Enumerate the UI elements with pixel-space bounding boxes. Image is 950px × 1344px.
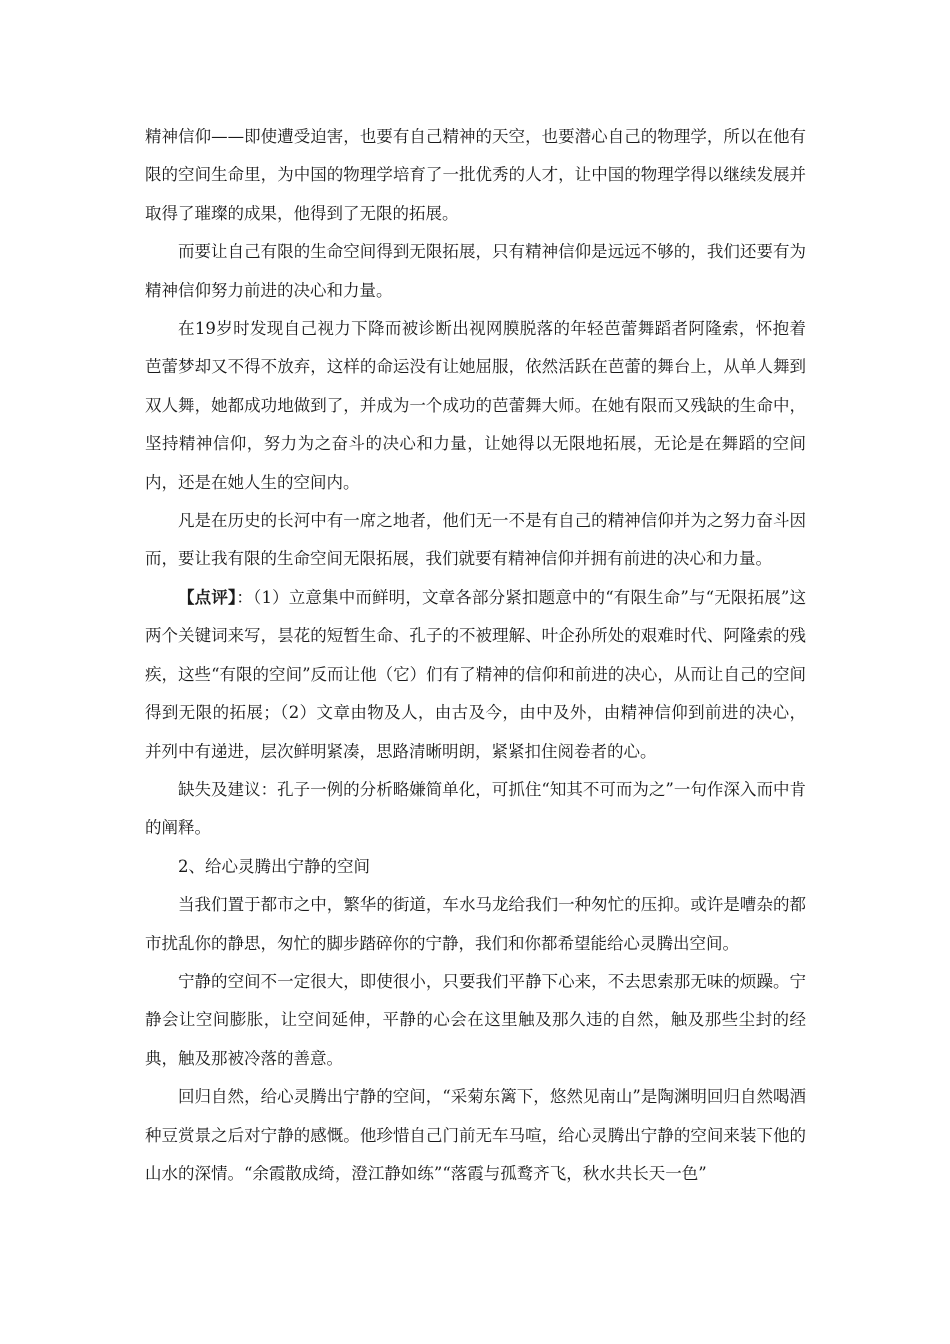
paragraph-nature: 回归自然，给心灵腾出宁静的空间，“采菊东篱下，悠然见南山”是陶渊明回归自然喝酒种豆赏景之后对宁静的感慨。他珍惜自己门前无车马喧，给心灵腾出宁静的空间来装下他的山水的深情。“余霞散成绮，澄江静如练”“落霞与孤鹜齐飞，秋水共长天一色” (145, 1087, 806, 1183)
paragraph-quiet-space: 宁静的空间不一定很大，即使很小，只要我们平静下心来，不去思索那无味的烦躁。宁静会让空间膨胀，让空间延伸，平静的心会在这里触及那久违的自然，触及那些尘封的经典，触及那被冷落的善意。 (145, 971, 806, 1068)
essay-title: 2、给心灵腾出宁静的空间 (178, 856, 370, 876)
paragraph-city: 当我们置于都市之中，繁华的街道，车水马龙给我们一种匆忙的压抑。或许是嘈杂的都市扰乱你的静思，匆忙的脚步踏碎你的宁静，我们和你都希望能给心灵腾出空间。 (145, 895, 806, 953)
document-body (145, 118, 806, 1193)
paragraph-continuation: 精神信仰——即使遭受迫害，也要有自己精神的天空，也要潜心自己的物理学，所以在他有限的空间生命里，为中国的物理学培育了一批优秀的人才，让中国的物理学得以继续发展并取得了璀璨的成果，他得到了无限的拓展。 (145, 127, 806, 223)
paragraph-comment (145, 579, 806, 771)
paragraph-conclusion: 凡是在历史的长河中有一席之地者，他们无一不是有自己的精神信仰并为之努力奋斗因而，要让我有限的生命空间无限拓展，我们就要有精神信仰并拥有前进的决心和力量。 (145, 511, 806, 569)
comment-text: ：（1）立意集中而鲜明，文章各部分紧扣题意中的“有限生命”与“无限拓展”这两个关键词来写，昙花的短暂生命、孔子的不被理解、叶企孙所处的艰难时代、阿隆索的残疾，这些“有限的空间”反而让他（它）们有了精神的信仰和前进的决心，从而让自己的空间得到无限的拓展；（2）文章由物及人，由古及今，由中及外，由精神信仰到前进的决心，并列中有递进，层次鲜明紧凑，思路清晰明朗，紧紧扣住阅卷者的心。 (145, 587, 806, 761)
paragraph-spirit-faith: 而要让自己有限的生命空间得到无限拓展，只有精神信仰是远远不够的，我们还要有为精神信仰努力前进的决心和力量。 (145, 242, 806, 300)
comment-label: 【点评】 (178, 587, 237, 607)
paragraph-alonso: 在19岁时发现自己视力下降而被诊断出视网膜脱落的年轻芭蕾舞蹈者阿隆索，怀抱着芭蕾梦却又不得不放弃，这样的命运没有让她屈服，依然活跃在芭蕾的舞台上，从单人舞到双人舞，她都成功地做到了，并成为一个成功的芭蕾舞大师。在她有限而又残缺的生命中，坚持精神信仰，努力为之奋斗的决心和力量，让她得以无限地拓展，无论是在舞蹈的空间内，还是在她人生的空间内。 (145, 319, 806, 492)
paragraph-suggestion: 缺失及建议：孔子一例的分析略嫌简单化，可抓住“知其不可而为之”一句作深入而中肯的阐释。 (145, 779, 806, 838)
